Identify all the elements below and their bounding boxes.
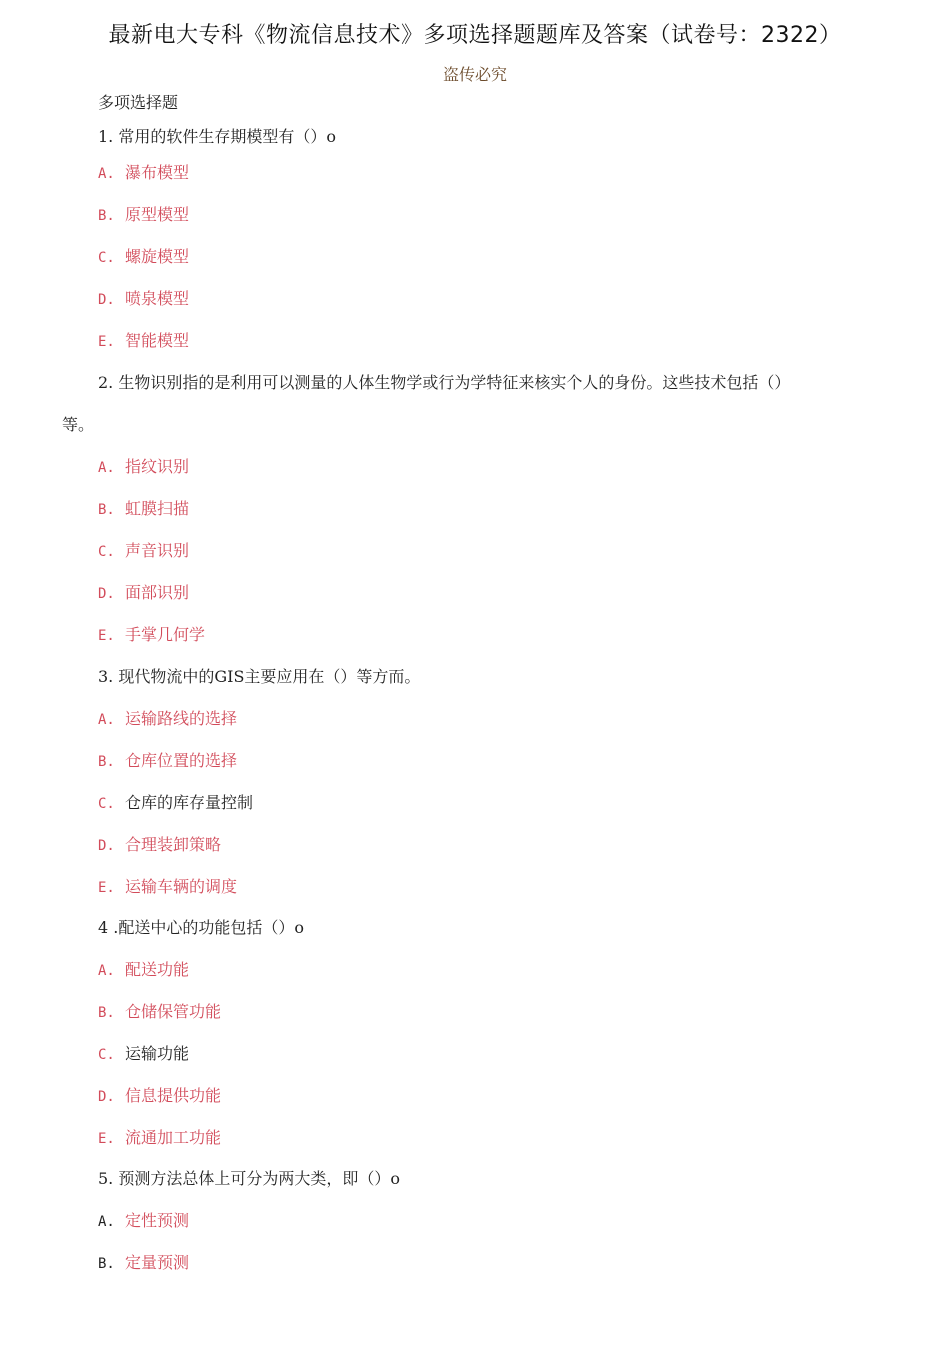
option-5a	[98, 1208, 189, 1231]
question-2-continued: 等。	[62, 415, 95, 434]
option-text: 原型模型	[125, 205, 190, 224]
option-2c	[98, 538, 189, 561]
option-letter: A.	[98, 460, 115, 476]
option-text: 信息提供功能	[125, 1086, 222, 1105]
option-letter: A.	[98, 166, 115, 182]
option-text: 仓库位置的选择	[125, 751, 238, 770]
option-1d	[98, 286, 189, 309]
option-text: 虹膜扫描	[125, 499, 190, 518]
option-text: 仓储保管功能	[125, 1002, 222, 1021]
option-3c	[98, 790, 253, 813]
option-text: 运输车辆的调度	[125, 877, 238, 896]
option-1c	[98, 244, 189, 267]
option-2e	[98, 622, 205, 645]
option-letter: A.	[98, 1214, 115, 1230]
question-3: 3. 现代物流中的GIS主要应用在（）等方而。	[98, 667, 421, 686]
option-text: 配送功能	[125, 960, 190, 979]
option-3d	[98, 832, 221, 855]
option-1e	[98, 328, 189, 351]
option-letter: B.	[98, 502, 115, 518]
option-text: 合理装卸策略	[125, 835, 222, 854]
option-text: 面部识别	[125, 583, 190, 602]
option-text: 仓库的库存量控制	[125, 793, 254, 812]
option-text: 喷泉模型	[125, 289, 190, 308]
option-letter: D.	[98, 586, 115, 602]
option-letter: B.	[98, 1005, 115, 1021]
question-2: 2. 生物识别指的是利用可以测量的人体生物学或行为学特征来核实个人的身份。这些技术包括（）	[98, 373, 791, 392]
option-text: 指纹识别	[125, 457, 190, 476]
option-text: 定性预测	[125, 1211, 190, 1230]
document-title: 最新电大专科《物流信息技术》多项选择题题库及答案（试卷号：2322）	[108, 23, 842, 48]
option-letter: D.	[98, 292, 115, 308]
option-letter: A.	[98, 712, 115, 728]
option-letter: C.	[98, 796, 115, 812]
option-letter: C.	[98, 250, 115, 266]
option-1b	[98, 202, 189, 225]
option-text: 手掌几何学	[125, 625, 206, 644]
option-text: 螺旋模型	[125, 247, 190, 266]
option-text: 运输路线的选择	[125, 709, 238, 728]
option-letter: E.	[98, 334, 115, 350]
option-4e	[98, 1125, 221, 1148]
question-5: 5. 预测方法总体上可分为两大类，即（）o	[98, 1169, 400, 1188]
option-4b	[98, 999, 221, 1022]
option-letter: B.	[98, 754, 115, 770]
option-text: 智能模型	[125, 331, 190, 350]
option-5b	[98, 1250, 189, 1273]
option-3e	[98, 874, 237, 897]
option-1a	[98, 160, 189, 183]
option-3b	[98, 748, 237, 771]
option-3a	[98, 706, 237, 729]
option-text: 流通加工功能	[125, 1128, 222, 1147]
option-2d	[98, 580, 189, 603]
option-letter: E.	[98, 628, 115, 644]
option-letter: C.	[98, 544, 115, 560]
option-letter: B.	[98, 1256, 115, 1272]
option-2a	[98, 454, 189, 477]
option-letter: D.	[98, 838, 115, 854]
option-2b	[98, 496, 189, 519]
option-text: 声音识别	[125, 541, 190, 560]
option-letter: C.	[98, 1047, 115, 1063]
question-1: 1. 常用的软件生存期模型有（）o	[98, 127, 336, 146]
option-4c	[98, 1041, 189, 1064]
option-letter: E.	[98, 880, 115, 896]
section-heading: 多项选择题	[98, 93, 179, 112]
option-text: 瀑布模型	[125, 163, 190, 182]
option-letter: D.	[98, 1089, 115, 1105]
document-subtitle: 盗传必究	[442, 65, 507, 84]
option-text: 运输功能	[125, 1044, 190, 1063]
option-letter: E.	[98, 1131, 115, 1147]
option-4a	[98, 957, 189, 980]
question-4: 4 .配送中心的功能包括（）o	[98, 918, 304, 937]
option-text: 定量预测	[125, 1253, 190, 1272]
option-letter: B.	[98, 208, 115, 224]
option-letter: A.	[98, 963, 115, 979]
option-4d	[98, 1083, 221, 1106]
